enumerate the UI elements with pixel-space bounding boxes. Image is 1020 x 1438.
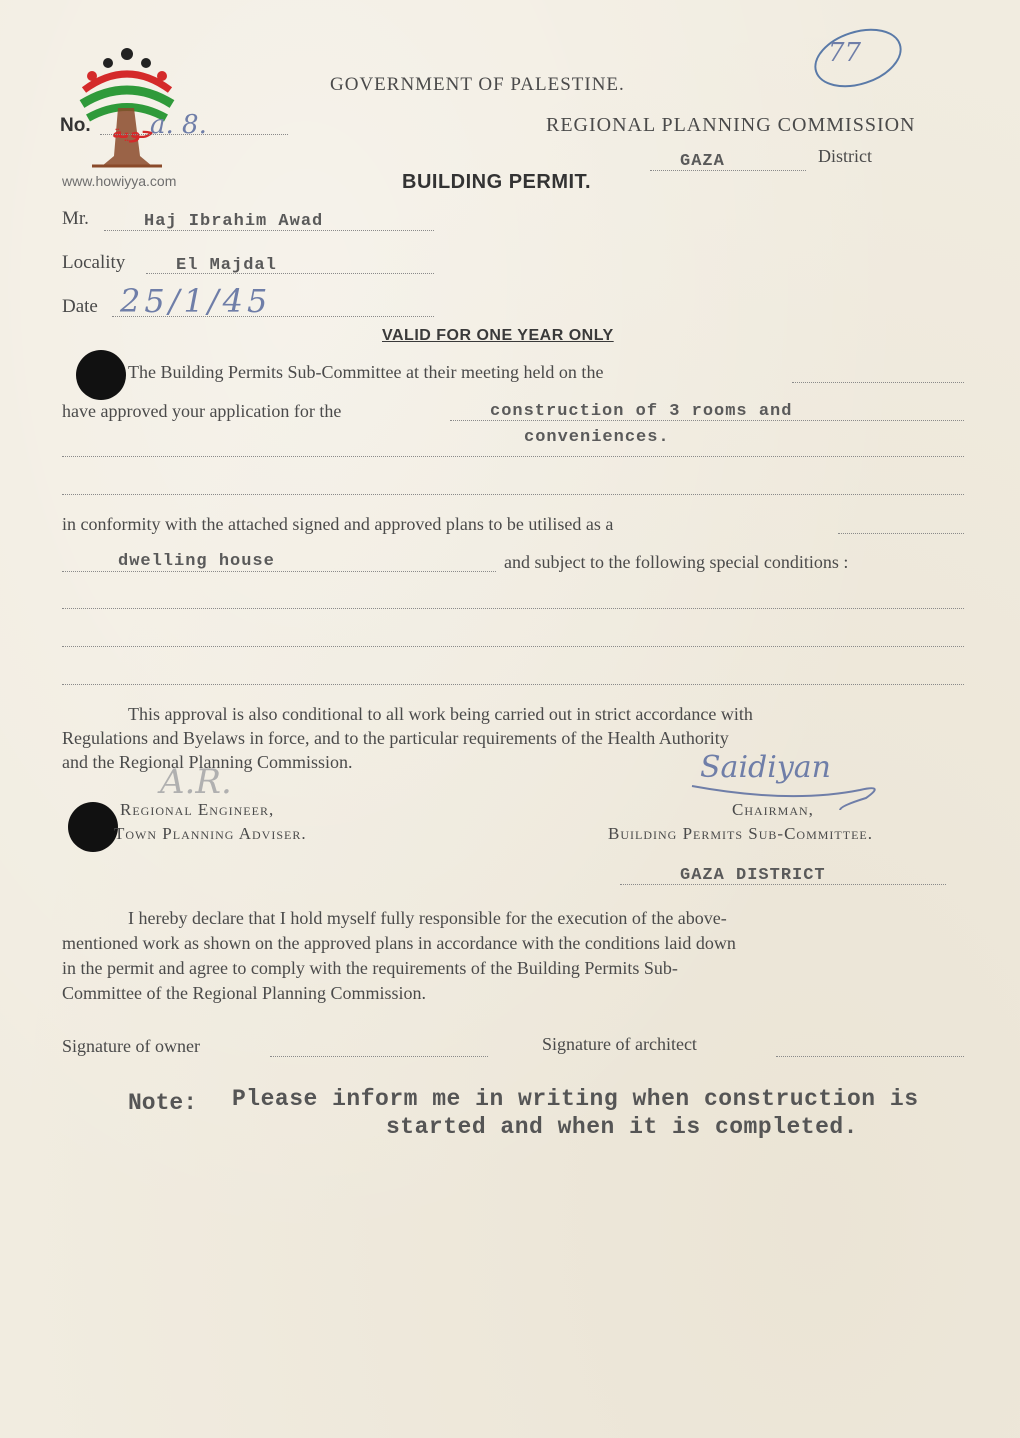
chairman-title: Chairman,	[732, 800, 814, 819]
application-dots-2	[62, 456, 964, 457]
date-value: 25/1/45	[120, 282, 272, 320]
conditions-dots-3	[62, 684, 964, 685]
meeting-date-dots	[792, 382, 964, 383]
usage-dots	[62, 571, 496, 572]
body-line-5-suffix: and subject to the following special conditions :	[504, 552, 849, 572]
valid-notice: VALID FOR ONE YEAR ONLY	[382, 327, 614, 344]
town-planning-adviser-title: Town Planning Adviser.	[114, 824, 307, 843]
chairman-signature: Saidiyan	[700, 750, 831, 785]
date-label: Date	[62, 296, 98, 317]
district-dots	[650, 170, 806, 171]
howiyya-watermark	[72, 38, 182, 170]
approval-line-3: and the Regional Planning Commission.	[62, 752, 353, 772]
punch-hole-bottom	[68, 802, 118, 852]
government-heading: GOVERNMENT OF PALESTINE.	[330, 74, 625, 95]
architect-signature-label: Signature of architect	[542, 1034, 697, 1054]
punch-hole-top	[76, 350, 126, 400]
mr-value: Haj Ibrahim Awad	[144, 212, 324, 231]
owner-signature-dots	[270, 1056, 488, 1057]
permit-no-label: No.	[60, 115, 91, 136]
declaration-line-3: in the permit and agree to comply with the requirements of the Building Permits Sub-	[62, 958, 678, 978]
watermark-url: www.howiyya.com	[62, 173, 177, 189]
tree-logo-icon	[72, 38, 182, 170]
body-line-1: The Building Permits Sub-Committee at their meeting held on the	[128, 362, 604, 382]
body-line-4: in conformity with the attached signed and approved plans to be utilised as a	[62, 514, 614, 534]
mr-label: Mr.	[62, 208, 89, 229]
permit-title: BUILDING PERMIT.	[402, 171, 592, 193]
utilised-dots	[838, 533, 964, 534]
watermark-arabic-text: حوية	[112, 122, 154, 142]
application-dots-3	[62, 494, 964, 495]
district-value: GAZA	[680, 152, 725, 171]
application-typed-2: conveniences.	[524, 428, 670, 447]
building-permits-subcommittee-title: Building Permits Sub-Committee.	[608, 824, 873, 843]
engineer-initials: A.R.	[160, 762, 232, 802]
declaration-line-2: mentioned work as shown on the approved plans in accordance with the conditions laid down	[62, 933, 736, 953]
conditions-dots-2	[62, 646, 964, 647]
page-number: 77	[828, 38, 862, 68]
conditions-dots-1	[62, 608, 964, 609]
body-line-2-prefix: have approved your application for the	[62, 401, 342, 421]
owner-signature-label: Signature of owner	[62, 1036, 200, 1056]
application-typed-1: construction of 3 rooms and	[490, 402, 793, 421]
approval-line-2: Regulations and Byelaws in force, and to the particular requirements of the Health Authority	[62, 728, 729, 748]
architect-signature-dots	[776, 1056, 964, 1057]
note-label: Note:	[128, 1090, 198, 1116]
declaration-line-1: I hereby declare that I hold myself fully responsible for the execution of the above-	[128, 908, 727, 928]
approval-line-1: This approval is also conditional to all work being carried out in strict accordance with	[128, 704, 753, 724]
locality-label: Locality	[62, 252, 126, 273]
note-line-2: started and when it is completed.	[386, 1114, 858, 1140]
district-label: District	[818, 146, 872, 166]
locality-value: El Majdal	[176, 256, 277, 275]
gaza-district-typed: GAZA DISTRICT	[680, 866, 826, 885]
note-line-1: Please inform me in writing when construction is	[232, 1086, 919, 1112]
regional-engineer-title: Regional Engineer,	[120, 800, 275, 819]
page-number-annotation	[806, 22, 910, 94]
declaration-line-4: Committee of the Regional Planning Commission.	[62, 983, 426, 1003]
permit-no-value: a. 8.	[150, 110, 207, 140]
usage-typed: dwelling house	[118, 552, 275, 571]
commission-heading: REGIONAL PLANNING COMMISSION	[546, 114, 916, 136]
